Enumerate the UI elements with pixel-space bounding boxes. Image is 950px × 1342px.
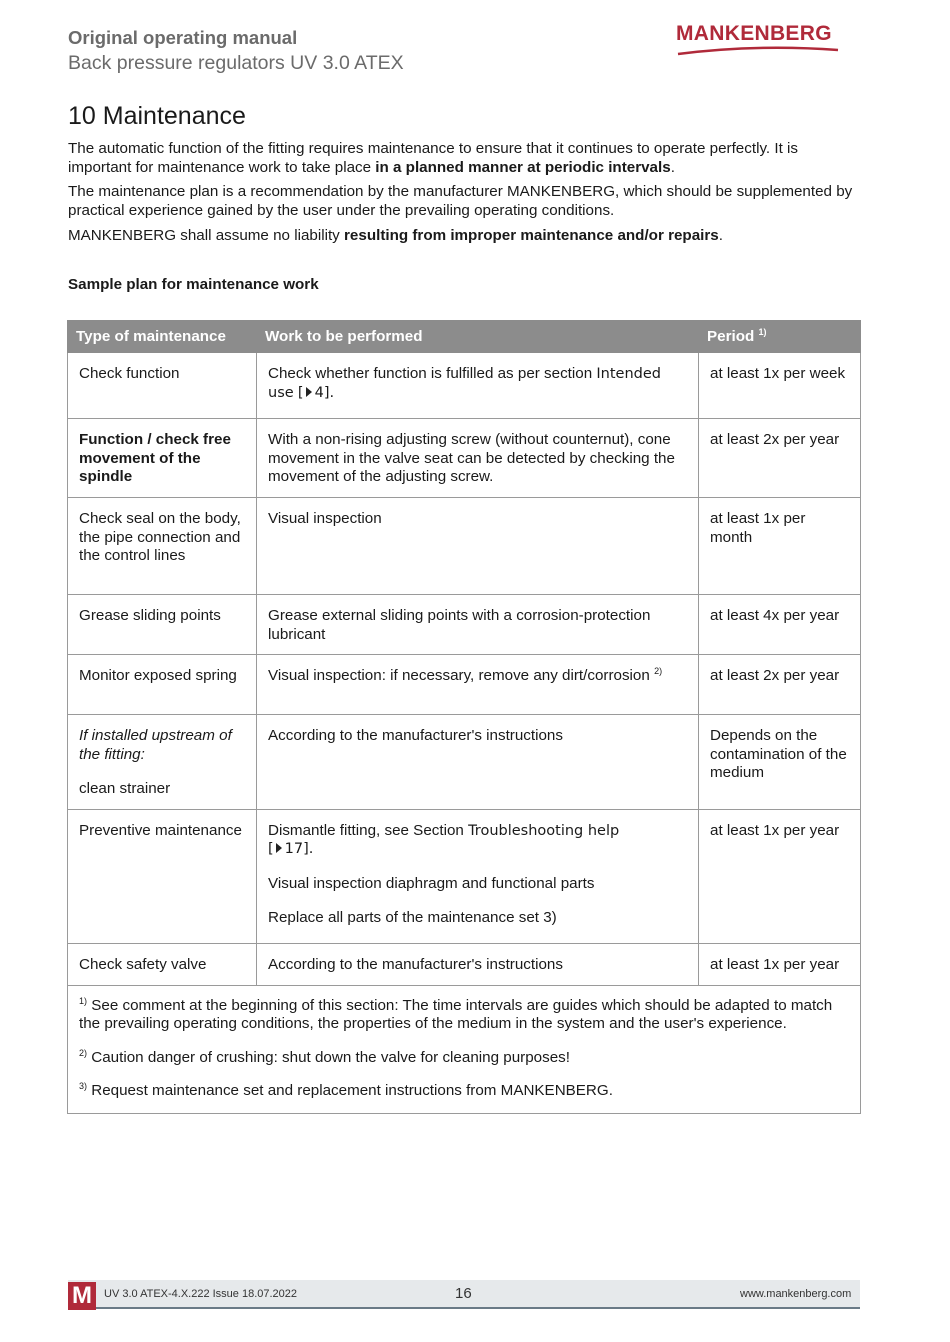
table-row bbox=[68, 419, 861, 498]
cell-work: Dismantle fitting, see Section Troubleshooting help [ 17]. Visual inspection diaphragm and functional parts Replace all parts of the maintenance set 3) bbox=[257, 809, 699, 943]
footnote-ref: 2) bbox=[654, 665, 663, 676]
table-row bbox=[68, 809, 861, 943]
section-link[interactable]: Intended use bbox=[268, 366, 661, 401]
cell-work: Visual inspection: if necessary, remove any dirt/corrosion $^{2)}$ bbox=[257, 655, 699, 715]
header-type: Type of maintenance bbox=[68, 321, 257, 353]
cell-period: at least 2x per year bbox=[699, 655, 861, 715]
section-title: 10 Maintenance bbox=[68, 102, 246, 130]
cell-work: Visual inspection bbox=[257, 498, 699, 595]
intro-paragraph: The automatic function of the fitting requires maintenance to ensure that it continues to operate perfectly. It is important for maintenance work to take place in a planned manner at periodic intervals. bbox=[68, 140, 798, 176]
cell-period: at least 1x per month bbox=[699, 498, 861, 595]
website-link[interactable]: www.mankenberg.com bbox=[740, 1288, 852, 1300]
cell-type: Grease sliding points bbox=[68, 595, 257, 655]
cell-period: at least 1x per year bbox=[699, 809, 861, 943]
header-period: Period $^{1)}$ bbox=[699, 321, 861, 353]
liability-paragraph: MANKENBERG shall assume no liability resulting from improper maintenance and/or repairs. bbox=[68, 227, 723, 244]
condition-note: If installed upstream of the fitting: bbox=[79, 727, 232, 763]
page-number: 16 bbox=[455, 1285, 472, 1302]
footer-logo-icon: M bbox=[68, 1282, 96, 1310]
cell-work: With a non-rising adjusting screw (without counternut), cone movement in the valve seat can be detected by checking the movement of the adjusting screw. bbox=[257, 419, 699, 498]
cell-type: Function / check free movement of the spindle bbox=[68, 419, 257, 498]
header-work: Work to be performed bbox=[257, 321, 699, 353]
footer-divider bbox=[68, 1307, 860, 1309]
cell-type: Check safety valve bbox=[68, 943, 257, 985]
cell-work: Grease external sliding points with a corrosion-protection lubricant bbox=[257, 595, 699, 655]
cell-type: Preventive maintenance bbox=[68, 809, 257, 943]
footnote: $^{3)}$ Request maintenance set and replacement instructions from MANKENBERG. bbox=[79, 1080, 613, 1099]
page-ref-arrow-icon bbox=[276, 843, 282, 853]
logo-wordmark: MANKENBERG bbox=[676, 22, 832, 45]
cell-type: Check function bbox=[68, 353, 257, 419]
cell-period: at least 2x per year bbox=[699, 419, 861, 498]
table-row bbox=[68, 498, 861, 595]
manual-subtitle: Back pressure regulators UV 3.0 ATEX bbox=[68, 52, 404, 74]
maintenance-table bbox=[67, 320, 861, 1114]
mankenberg-logo bbox=[676, 22, 840, 58]
table-row bbox=[68, 943, 861, 985]
table-row bbox=[68, 655, 861, 715]
table-notes-row bbox=[68, 985, 861, 1113]
cell-type: Check seal on the body, the pipe connection and the control lines bbox=[68, 498, 257, 595]
cell-period: at least 1x per week bbox=[699, 353, 861, 419]
page-ref-arrow-icon bbox=[306, 387, 312, 397]
plan-paragraph: The maintenance plan is a recommendation by the manufacturer MANKENBERG, which should be supplemented by practical experience gained by the user under the prevailing operating conditions. bbox=[68, 183, 853, 219]
table-row bbox=[68, 353, 861, 419]
footnote-ref: 1) bbox=[758, 326, 767, 337]
section-link[interactable]: Troubleshooting help bbox=[468, 822, 620, 839]
cell-period: at least 1x per year bbox=[699, 943, 861, 985]
cell-period: Depends on the contamination of the medium bbox=[699, 715, 861, 810]
table-header-row bbox=[68, 321, 861, 353]
logo-swoosh-icon bbox=[676, 44, 840, 58]
table-row bbox=[68, 595, 861, 655]
cell-work: Check whether function is fulfilled as per section Intended use [ 4]. bbox=[257, 353, 699, 419]
document-issue: UV 3.0 ATEX-4.X.222 Issue 18.07.2022 bbox=[104, 1288, 298, 1300]
plan-heading: Sample plan for maintenance work bbox=[68, 276, 319, 293]
cell-type: If installed upstream of the fitting: clean strainer bbox=[68, 715, 257, 810]
manual-title: Original operating manual bbox=[68, 27, 298, 48]
cell-work: According to the manufacturer's instructions bbox=[257, 715, 699, 810]
footnotes-cell bbox=[68, 985, 861, 1113]
cell-period: at least 4x per year bbox=[699, 595, 861, 655]
table-row bbox=[68, 715, 861, 810]
cell-work: According to the manufacturer's instructions bbox=[257, 943, 699, 985]
cell-type: Monitor exposed spring bbox=[68, 655, 257, 715]
footnote: $^{2)}$ Caution danger of crushing: shut down the valve for cleaning purposes! bbox=[79, 1047, 570, 1066]
footnote: $^{1)}$ See comment at the beginning of this section: The time intervals are guides which should be adapted to match the prevailing operating conditions, the properties of the medium in the system and the user's experience. bbox=[79, 995, 833, 1032]
